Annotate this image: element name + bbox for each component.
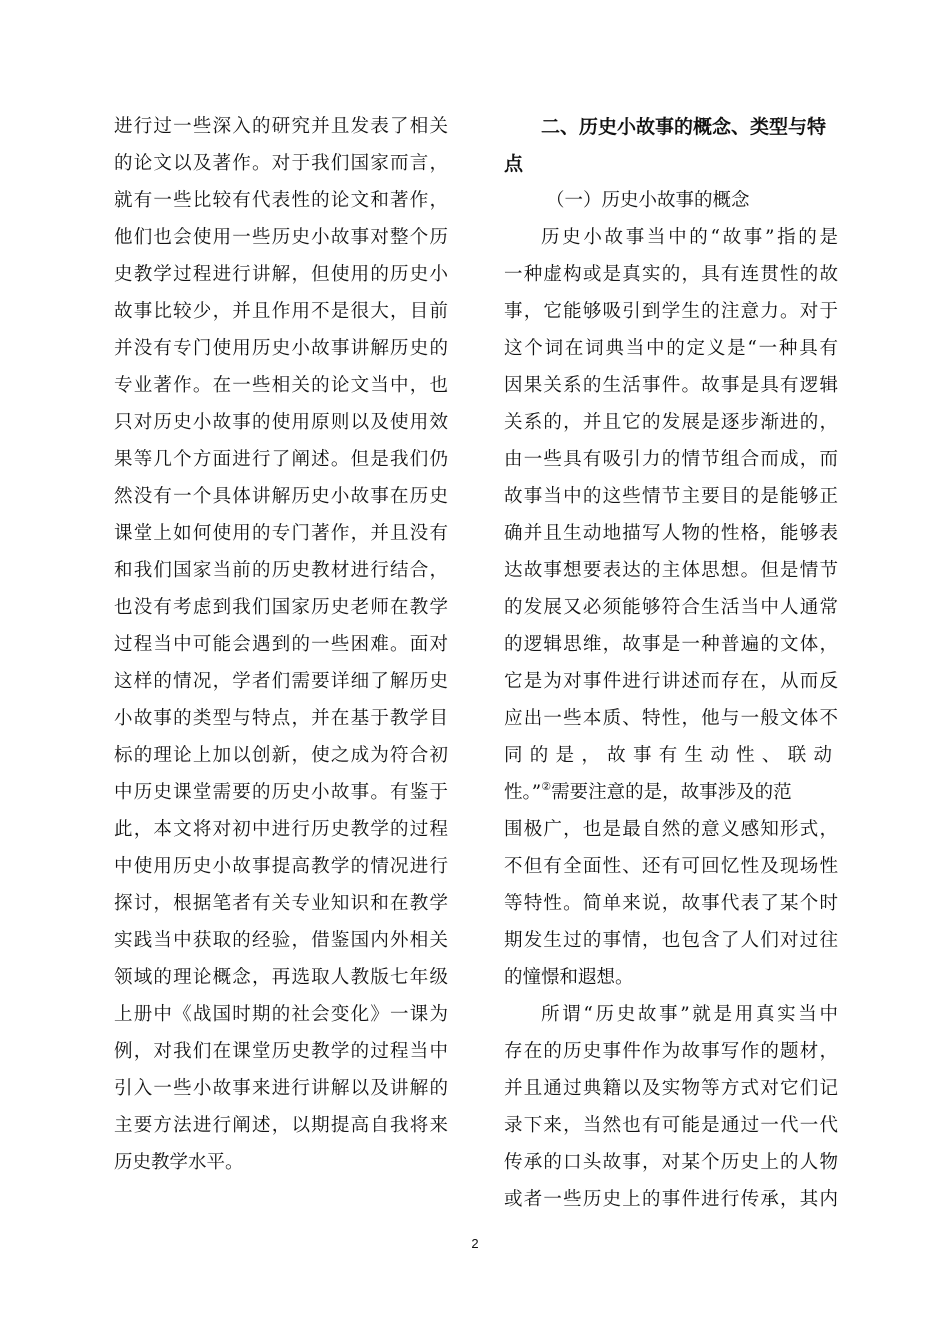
footnote-preceding-text: 性。”: [504, 782, 542, 803]
body-text-line: 引入一些小故事来进行讲解以及讲解的: [114, 1078, 448, 1099]
body-text-line: 过程当中可能会遇到的一些困难。面对: [114, 634, 448, 655]
body-text-line: 或者一些历史上的事件进行传承，其内: [504, 1189, 838, 1210]
body-text-line: 探讨，根据笔者有关专业知识和在教学: [114, 893, 448, 914]
body-text-line: 实践当中获取的经验，借鉴国内外相关: [114, 930, 448, 951]
footnote-following-text: 需要注意的是，故事涉及的范: [551, 782, 792, 803]
body-text-line: 中使用历史小故事提高教学的情况进行: [114, 856, 448, 877]
footnote-marker[interactable]: ②: [541, 780, 552, 793]
body-text-line: 关系的，并且它的发展是逐步渐进的，: [504, 412, 838, 433]
body-text-line: 并没有专门使用历史小故事讲解历史的: [114, 338, 448, 359]
body-text-line: 历史小故事当中的“故事”指的是: [541, 227, 838, 248]
body-text-line: 此，本文将对初中进行历史教学的过程: [114, 819, 448, 840]
body-text-line: 应出一些本质、特性，他与一般文体不: [504, 708, 838, 729]
body-text-line: 并且通过典籍以及实物等方式对它们记: [504, 1078, 838, 1099]
body-text-line: 故事当中的这些情节主要目的是能够正: [504, 486, 838, 507]
page-number: 2: [471, 1236, 479, 1251]
body-text-line: 事，它能够吸引到学生的注意力。对于: [504, 301, 838, 322]
body-text-line: 也没有考虑到我们国家历史老师在教学: [114, 597, 448, 618]
body-text-line: 例，对我们在课堂历史教学的过程当中: [114, 1041, 448, 1062]
body-text-line: 果等几个方面进行了阐述。但是我们仍: [114, 449, 448, 470]
body-text-line: 传承的口头故事，对某个历史上的人物: [504, 1152, 838, 1173]
body-text-line: 它是为对事件进行讲述而存在，从而反: [504, 671, 838, 692]
body-text-line: 就有一些比较有代表性的论文和著作，: [114, 190, 448, 211]
body-text-line: 史教学过程进行讲解，但使用的历史小: [114, 264, 448, 285]
body-text-line: 领域的理论概念，再选取人教版七年级: [114, 967, 448, 988]
body-text-line: 同的是，故事有生动性、联动: [504, 745, 838, 766]
body-text-line: 录下来，当然也有可能是通过一代一代: [504, 1115, 838, 1136]
section-heading: 二、历史小故事的概念、类型与特: [541, 116, 827, 138]
body-text-line: 专业著作。在一些相关的论文当中，也: [114, 375, 448, 396]
body-text-line: 故事比较少，并且作用不是很大，目前: [114, 301, 448, 322]
body-text-line: 的憧憬和遐想。: [504, 967, 634, 988]
body-text-line: 进行过一些深入的研究并且发表了相关: [114, 116, 448, 137]
body-text-line: 课堂上如何使用的专门著作，并且没有: [114, 523, 448, 544]
section-heading-continued: 点: [504, 153, 524, 175]
body-text-line: 小故事的类型与特点，并在基于教学目: [114, 708, 448, 729]
body-text-line: 达故事想要表达的主体思想。但是情节: [504, 560, 838, 581]
body-text-line: 的发展又必须能够符合生活当中人通常: [504, 597, 838, 618]
body-text-line: 和我们国家当前的历史教材进行结合，: [114, 560, 448, 581]
body-text-line: 这个词在词典当中的定义是“一种具有: [504, 338, 838, 359]
body-text-line: 中历史课堂需要的历史小故事。有鉴于: [114, 782, 448, 803]
body-text-line: 期发生过的事情，也包含了人们对过往: [504, 930, 838, 951]
body-text-line: 确并且生动地描写人物的性格，能够表: [504, 523, 838, 544]
body-text-line: 等特性。简单来说，故事代表了某个时: [504, 893, 838, 914]
body-text-line: 这样的情况，学者们需要详细了解历史: [114, 671, 448, 692]
body-text-line: 他们也会使用一些历史小故事对整个历: [114, 227, 448, 248]
body-text-line: 历史教学水平。: [114, 1152, 244, 1173]
body-text-line: 只对历史小故事的使用原则以及使用效: [114, 412, 448, 433]
subsection-heading: （一）历史小故事的概念: [546, 190, 750, 211]
body-text-line: 存在的历史事件作为故事写作的题材，: [504, 1041, 838, 1062]
body-text-line: 围极广，也是最自然的意义感知形式，: [504, 819, 838, 840]
body-text-line: 一种虚构或是真实的，具有连贯性的故: [504, 264, 838, 285]
body-text-line: 因果关系的生活事件。故事是具有逻辑: [504, 375, 838, 396]
body-text-line-with-footnote: [504, 778, 838, 808]
body-text-line: 由一些具有吸引力的情节组合而成，而: [504, 449, 838, 470]
body-text-line: 主要方法进行阐述，以期提高自我将来: [114, 1115, 448, 1136]
body-text-line: 的逻辑思维，故事是一种普遍的文体，: [504, 634, 838, 655]
body-text-line: 的论文以及著作。对于我们国家而言，: [114, 153, 448, 174]
body-text-line: 所谓“历史故事”就是用真实当中: [541, 1004, 838, 1025]
body-text-line: 然没有一个具体讲解历史小故事在历史: [114, 486, 448, 507]
body-text-line: 不但有全面性、还有可回忆性及现场性: [504, 856, 838, 877]
body-text-line: 标的理论上加以创新，使之成为符合初: [114, 745, 448, 766]
body-text-line: 上册中《战国时期的社会变化》一课为: [114, 1004, 448, 1025]
